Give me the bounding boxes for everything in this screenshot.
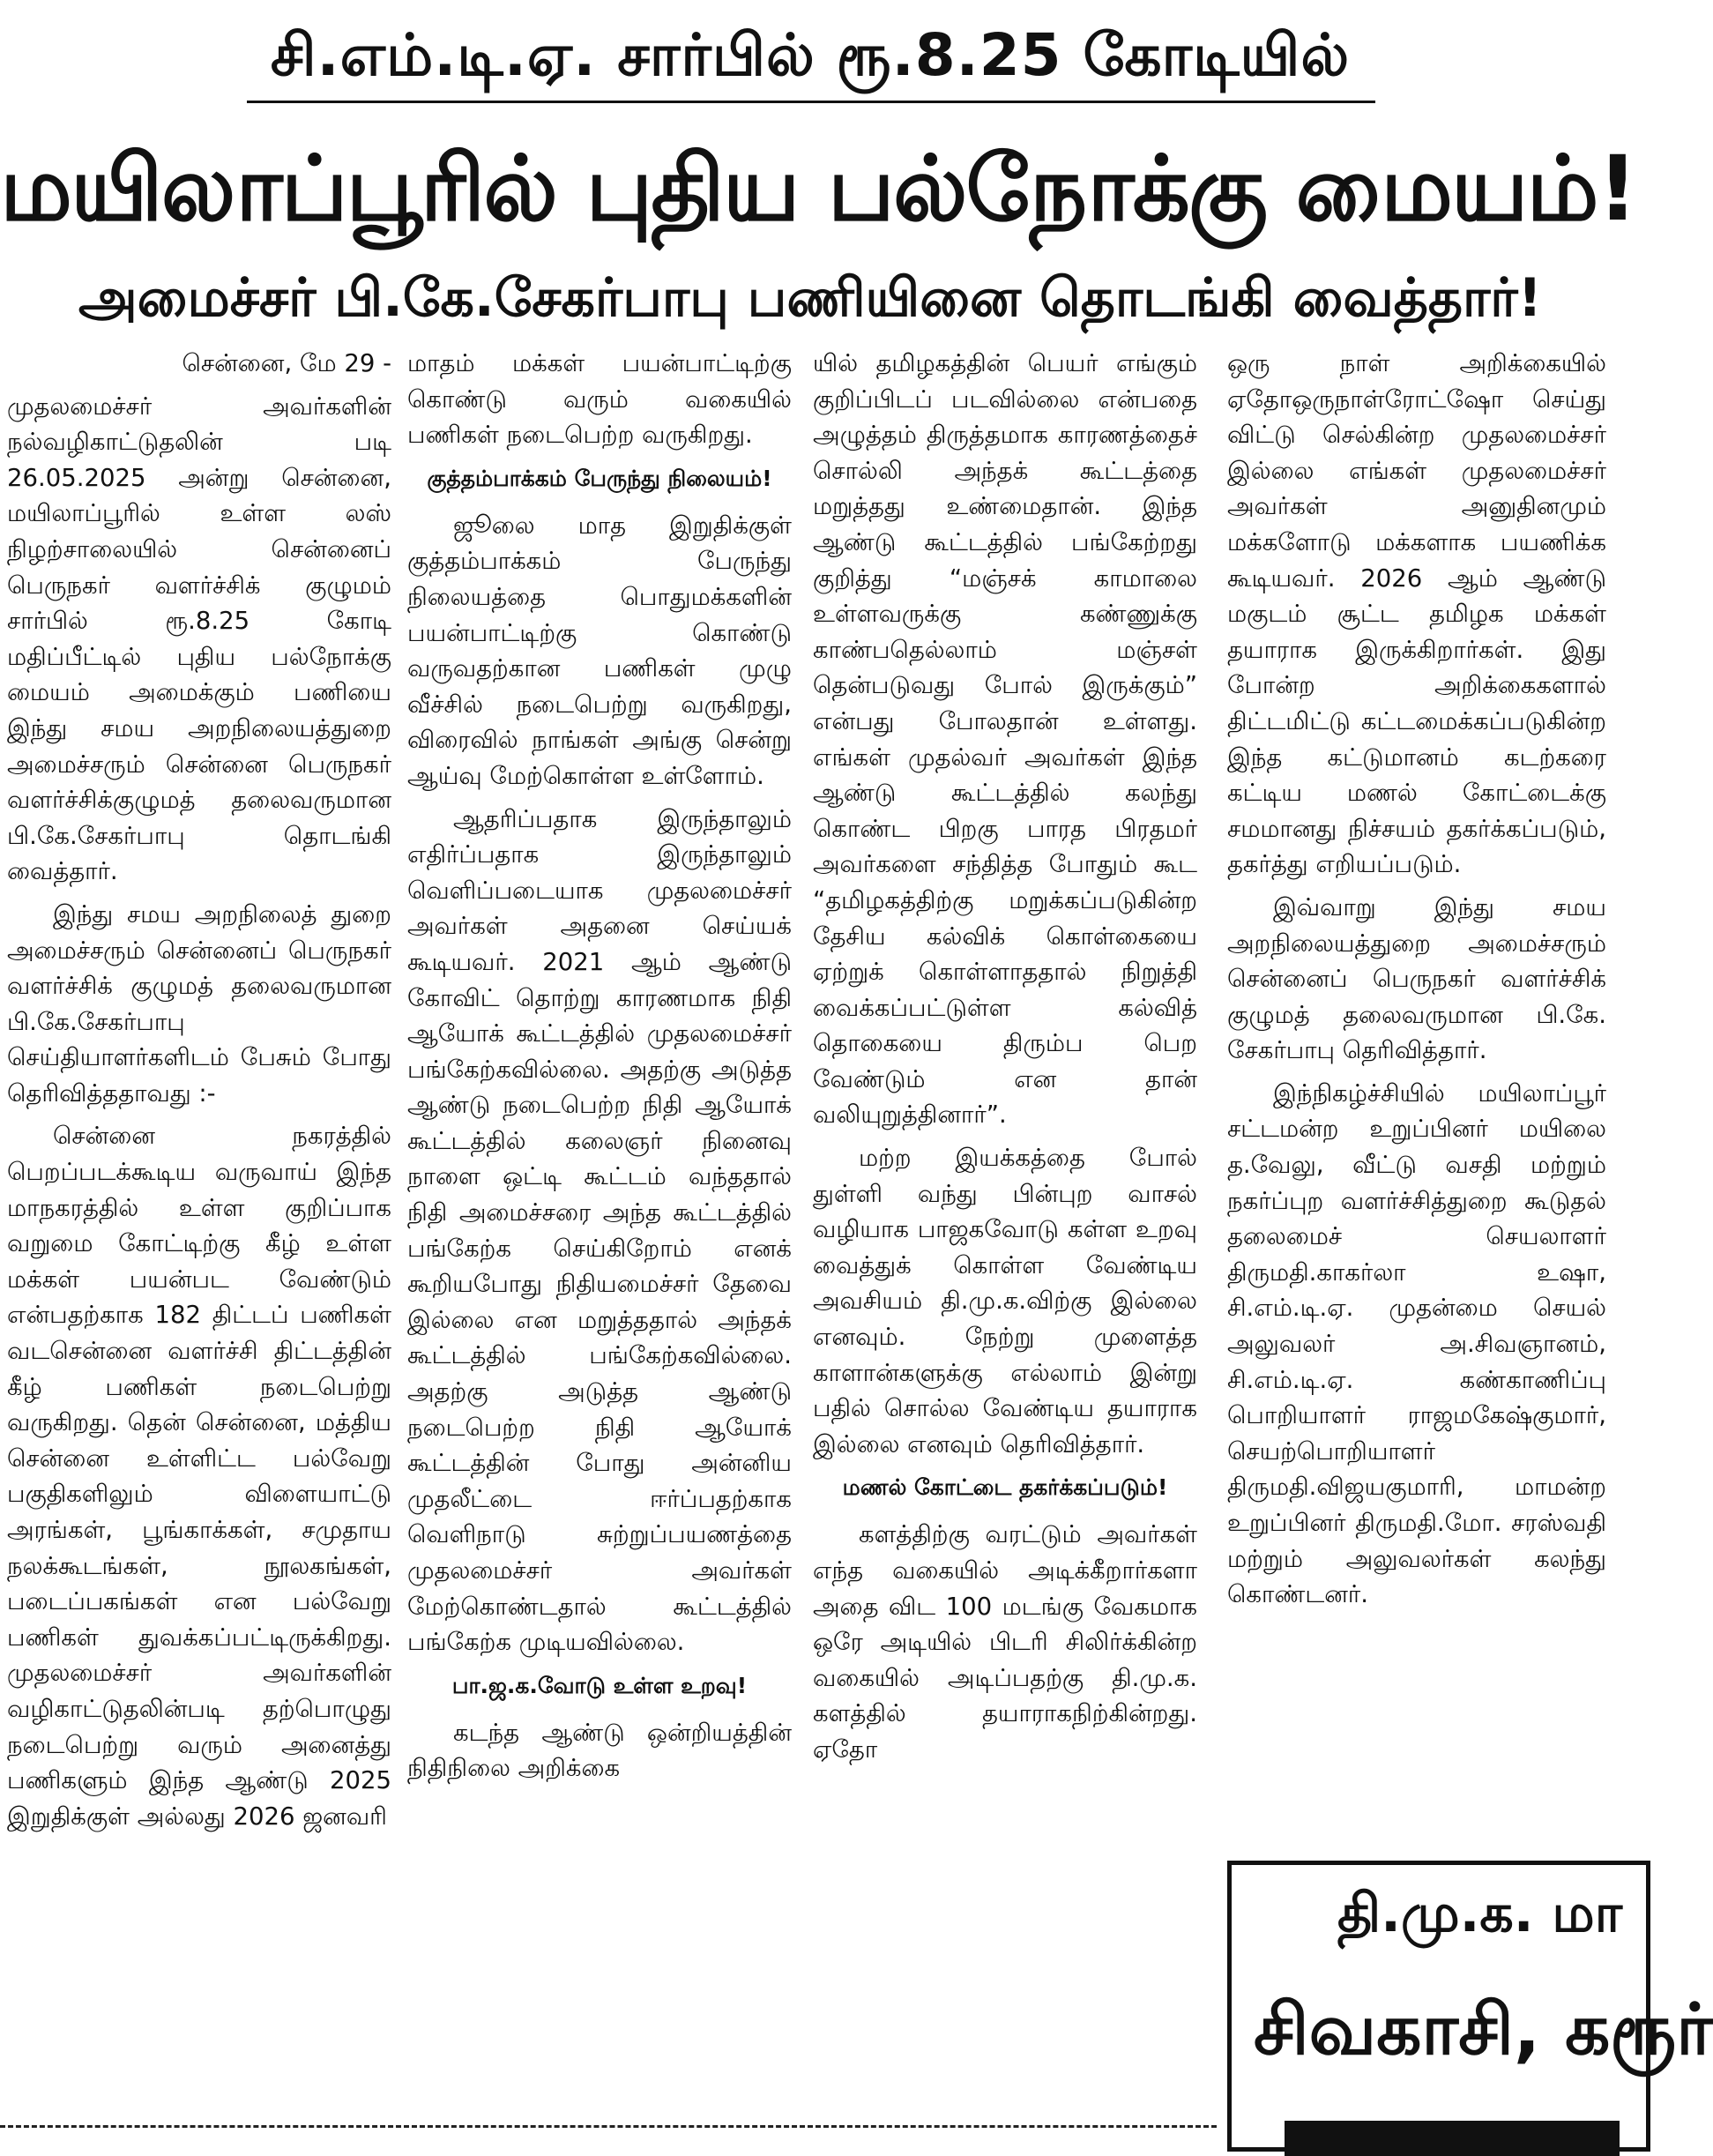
subheadline: அமைச்சர் பி.கே.சேகர்பாபு பணியினை தொடங்கி வைத்தார்! [78, 267, 1543, 329]
ad-title: தி.மு.க. மா [1337, 1883, 1623, 1944]
paragraph: கடந்த ஆண்டு ஒன்றியத்தின் நிதிநிலை அறிக்கை [407, 1718, 792, 1783]
cut-line-divider [0, 2125, 1217, 2128]
kicker-headline: சி.எம்.டி.ஏ. சார்பில் ரூ.8.25 கோடியில் [270, 21, 1351, 89]
paragraph: யில் தமிழகத்தின் பெயர் எங்கும் குறிப்பிடப் படவில்லை என்பதை அழுத்தம் திருத்தமாக காரணத்தைச் சொல்லி அந்தக் கூட்டத்தை மறுத்தது உண்மைதான். இந்த ஆண்டு கூட்டத்தில் பங்கேற்றது குறித்து “மஞ்சக் காமாலை உள்ளவருக்கு கண்ணுக்கு காண்பதெல்லாம் மஞ்சள் தென்படுவது போல் இருக்கும்” என்பது போலதான் உள்ளது. எங்கள் முதல்வர் அவர்கள் இந்த ஆண்டு கூட்டத்தில் கலந்து கொண்ட பிறகு பாரத பிரதமர் அவர்களை சந்தித்த போதும் கூட “தமிழகத்திற்கு மறுக்கப்படுகின்ற தேசிய கல்விக் கொள்கையை ஏற்றுக் கொள்ளாததால் நிறுத்தி வைக்கப்பட்டுள்ள கல்வித் தொகையை திரும்ப பெற வேண்டும் என தான் வலியுறுத்தினார்”. [813, 349, 1197, 1130]
article-column-3 [813, 346, 1197, 2083]
dateline: சென்னை, மே 29 - [182, 349, 391, 377]
paragraph: ஜூலை மாத இறுதிக்குள் குத்தம்பாக்கம் பேருந்து நிலையத்தை பொதுமக்களின் பயன்பாட்டிற்கு கொண்டு வருவதற்கான பணிகள் முழு வீச்சில் நடைபெற்று வருகிறது, விரைவில் நாங்கள் அங்கு சென்று ஆய்வு மேற்கொள்ள உள்ளோம். [407, 511, 792, 790]
article-column-1 [7, 346, 391, 2083]
kicker-rule [247, 101, 1375, 103]
article-column-2 [407, 346, 792, 2083]
paragraph: ஒரு நாள் அறிக்கையில் ஏதோஒருநாள்ரோட்ஷோ செய்து விட்டு செல்கின்ற முதலமைச்சர் இல்லை எங்கள் முதலமைச்சர் அவர்கள் அனுதினமும் மக்களோடு மக்களாக பயணிக்க கூடியவர். 2026 ஆம் ஆண்டு மகுடம் சூட்ட தமிழக மக்கள் தயாராக இருக்கிறார்கள். இது போன்ற அறிக்கைகளால் திட்டமிட்டு கட்டமைக்கப்படுகின்ற இந்த கட்டுமானம் கடற்கரை கட்டிய மணல் கோட்டைக்கு சமமானது நிச்சயம் தகர்க்கப்படும், தகர்த்து எறியப்படும். [1227, 349, 1606, 879]
paragraph: இந்நிகழ்ச்சியில் மயிலாப்பூர் சட்டமன்ற உறுப்பினர் மயிலை த.வேலு, வீட்டு வசதி மற்றும் நகர்ப்புற வளர்ச்சித்துறை கூடுதல் தலைமைச் செயலாளர் திருமதி.காகர்லா உஷா, சி.எம்.டி.ஏ. முதன்மை செயல் அலுவலர் அ.சிவஞானம், சி.எம்.டி.ஏ. கண்காணிப்பு பொறியாளர் ராஜமகேஷ்குமார், செயற்பொறியாளர் திருமதி.விஜயகுமாரி, மாமன்ற உறுப்பினர் திருமதி.மோ. சரஸ்வதி மற்றும் அலுவலர்கள் கலந்து கொண்டனர். [1227, 1078, 1606, 1609]
paragraph: இவ்வாறு இந்து சமய அறநிலையத்துறை அமைச்சரும் சென்னைப் பெருநகர் வளர்ச்சிக் குழுமத் தலைவருமான பி.கே. சேகர்பாபு தெரிவித்தார். [1227, 892, 1606, 1065]
paragraph: முதலமைச்சர் அவர்களின் நல்வழிகாட்டுதலின் படி 26.05.2025 அன்று சென்னை, மயிலாப்பூரில் உள்ள லஸ் நிழற்சாலையில் சென்னைப் பெருநகர் வளர்ச்சிக் குழுமம் சார்பில் ரூ.8.25 கோடி மதிப்பீட்டில் புதிய பல்நோக்கு மையம் அமைக்கும் பணியை இந்து சமய அறநிலையத்துறை அமைச்சரும் சென்னை பெருநகர் வளர்ச்சிக்குழுமத் தலைவருமான பி.கே.சேகர்பாபு தொடங்கி வைத்தார். [7, 392, 391, 886]
ad-bar [1285, 2121, 1620, 2156]
paragraph: சென்னை நகரத்தில் பெறப்படக்கூடிய வருவாய் இந்த மாநகரத்தில் உள்ள குறிப்பாக வறுமை கோட்டிற்கு கீழ் உள்ள மக்கள் பயன்பட வேண்டும் என்பதற்காக 182 திட்டப் பணிகள் வடசென்னை வளர்ச்சி திட்டத்தின் கீழ் பணிகள் நடைபெற்று வருகிறது. தென் சென்னை, மத்திய சென்னை உள்ளிட்ட பல்வேறு பகுதிகளிலும் விளையாட்டு அரங்கள், பூங்காக்கள், சமுதாய நலக்கூடங்கள், நூலகங்கள், படைப்பகங்கள் என பல்வேறு பணிகள் துவக்கப்பட்டிருக்கிறது. முதலமைச்சர் அவர்களின் வழிகாட்டுதலின்படி தற்பொழுது நடைபெற்று வரும் அனைத்து பணிகளும் இந்த ஆண்டு 2025 இறுதிக்குள் அல்லது 2026 ஜனவரி [7, 1122, 391, 1831]
main-headline: மயிலாப்பூரில் புதிய பல்நோக்கு மையம்! [0, 137, 1637, 242]
subheading: பா.ஜ.க.வோடு உள்ள உறவு! [451, 1672, 748, 1698]
paragraph: மாதம் மக்கள் பயன்பாட்டிற்கு கொண்டு வரும் வகையில் பணிகள் நடைபெற்ற வருகிறது. [407, 349, 792, 450]
subheading: குத்தம்பாக்கம் பேருந்து நிலையம்! [427, 465, 772, 491]
subheading: மணல் கோட்டை தகர்க்கப்படும்! [842, 1474, 1168, 1501]
paragraph: இந்து சமய அறநிலைத் துறை அமைச்சரும் சென்னைப் பெருநகர் வளர்ச்சிக் குழுமத் தலைவருமான பி.கே.சேகர்பாபு செய்தியாளர்களிடம் பேசும் போது தெரிவித்ததாவது :- [7, 899, 391, 1108]
paragraph: ஆதரிப்பதாக இருந்தாலும் எதிர்ப்பதாக இருந்தாலும் வெளிப்படையாக முதலமைச்சர் அவர்கள் அதனை செய்யக் கூடியவர். 2021 ஆம் ஆண்டு கோவிட் தொற்று காரணமாக நிதி ஆயோக் கூட்டத்தில் முதலமைச்சர் பங்கேற்கவில்லை. அதற்கு அடுத்த ஆண்டு நடைபெற்ற நிதி ஆயோக் கூட்டத்தில் கலைஞர் நினைவு நாளை ஒட்டி கூட்டம் வந்ததால் நிதி அமைச்சரை அந்த கூட்டத்தில் பங்கேற்க செய்கிறோம் எனக் கூறியபோது நிதியமைச்சர் தேவை இல்லை என மறுத்ததால் அந்தக் கூட்டத்தில் பங்கேற்கவில்லை. அதற்கு அடுத்த ஆண்டு நடைபெற்ற நிதி ஆயோக் கூட்டத்தின் போது அன்னிய முதலீட்டை ஈர்ப்பதற்காக வெளிநாடு சுற்றுப்பயணத்தை முதலமைச்சர் அவர்கள் மேற்கொண்டதால் கூட்டத்தில் பங்கேற்க முடியவில்லை. [407, 804, 792, 1657]
advertisement-box [1227, 1861, 1713, 2152]
ad-locations: சிவகாசி, கரூர் [1254, 1988, 1713, 2070]
paragraph: மற்ற இயக்கத்தை போல் துள்ளி வந்து பின்புற வாசல் வழியாக பாஜகவோடு கள்ள உறவு வைத்துக் கொள்ள வேண்டிய அவசியம் தி.மு.க.விற்கு இல்லை எனவும். நேற்று முளைத்த காளான்களுக்கு எல்லாம் இன்று பதில் சொல்ல வேண்டிய தயாராக இல்லை எனவும் தெரிவித்தார். [813, 1144, 1197, 1458]
article-column-4 [1227, 346, 1606, 1845]
paragraph: களத்திற்கு வரட்டும் அவர்கள் எந்த வகையில் அடிக்கீறார்களா அதை விட 100 மடங்கு வேகமாக ஒரே அடியில் பிடரி சிலிர்க்கின்ற வகையில் அடிப்பதற்கு தி.மு.க. களத்தில் தயாராகநிற்கின்றது. ஏதோ [813, 1520, 1197, 1764]
